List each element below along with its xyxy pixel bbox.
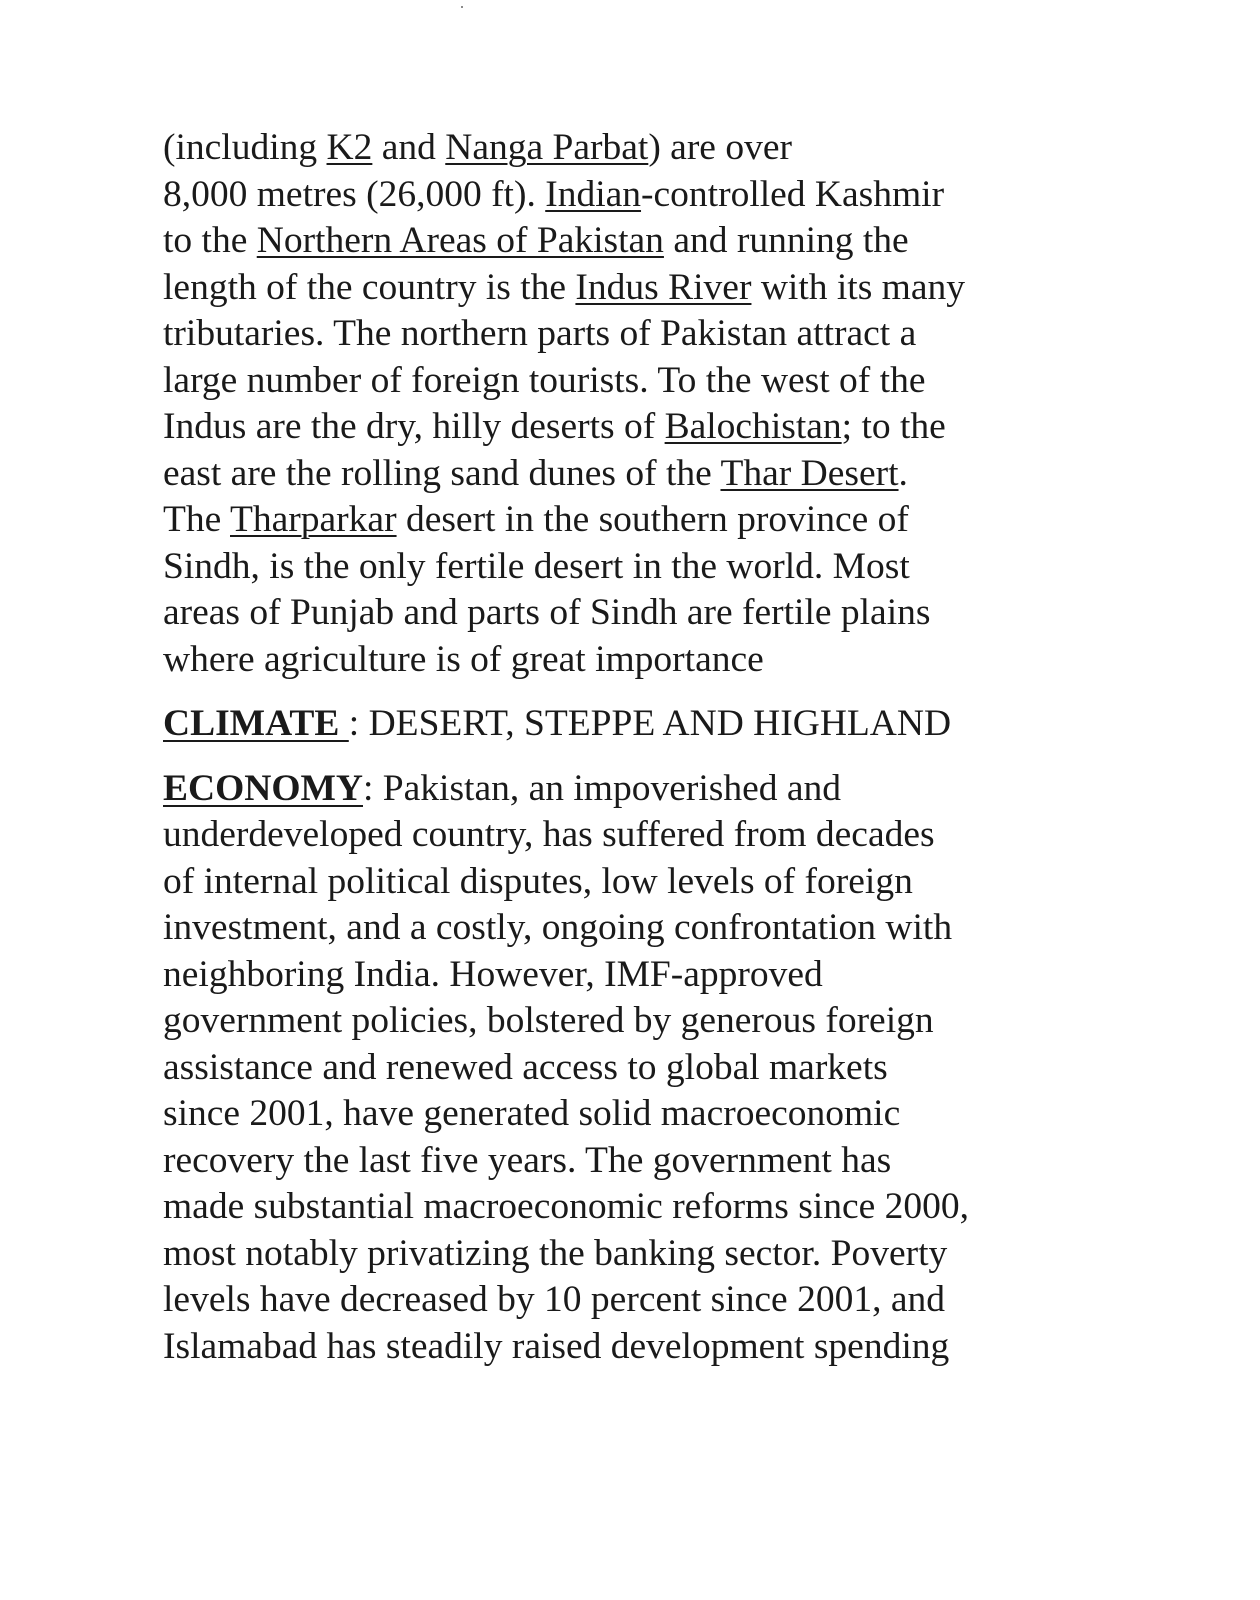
text-segment: and — [372, 127, 446, 168]
geography-line — [163, 265, 1063, 312]
text-segment: and running the — [663, 220, 909, 261]
linked-term: Balochistan — [664, 406, 842, 447]
linked-term: Northern Areas of Pakistan — [256, 220, 664, 261]
text-segment: large number of foreign tourists. To the west of the — [163, 359, 926, 401]
linked-term: Nanga Parbat — [445, 127, 649, 168]
text-segment: Indus are the dry, hilly deserts of — [163, 406, 665, 447]
economy-heading: ECONOMY — [163, 767, 363, 809]
climate-text: : DESERT, STEPPE AND HIGHLAND — [348, 703, 952, 744]
text-segment: to the — [163, 220, 257, 261]
text-segment: tributaries. The northern parts of Pakistan attract a — [163, 313, 917, 354]
text-segment: areas of Punjab and parts of Sindh are fertile plains — [163, 592, 931, 633]
linked-term: Tharparkar — [230, 499, 397, 540]
geography-line — [163, 451, 1063, 498]
economy-line: investment, and a costly, ongoing confrontation with — [163, 907, 953, 948]
geography-line — [163, 311, 1063, 358]
text-segment: with its many — [751, 266, 965, 308]
geography-line — [163, 637, 1063, 684]
text-segment: where agriculture is of great importance — [163, 638, 764, 680]
text-segment: Sindh, is the only fertile desert in the world. Most — [163, 545, 910, 587]
economy-line: government policies, bolstered by generous foreign — [163, 1000, 934, 1041]
linked-term: K2 — [326, 127, 373, 168]
geography-line — [163, 125, 1063, 172]
economy-line: assistance and renewed access to global markets — [163, 1046, 888, 1088]
economy-line: neighboring India. However, IMF-approved — [163, 953, 823, 995]
geography-line — [163, 172, 1063, 219]
climate-section — [163, 701, 1063, 748]
text-segment: . — [898, 452, 908, 494]
text-segment: ) are over — [648, 127, 792, 168]
economy-line: since 2001, have generated solid macroeconomic — [163, 1093, 901, 1134]
scan-speck — [461, 6, 463, 8]
geography-line — [163, 497, 1063, 544]
linked-term: Indian — [545, 173, 642, 215]
geography-line — [163, 590, 1063, 637]
text-segment: -controlled Kashmir — [641, 173, 945, 215]
text-segment: (including — [163, 127, 327, 168]
text-segment: 8,000 metres (26,000 ft). — [163, 173, 546, 215]
text-segment: The — [163, 499, 230, 540]
geography-paragraph — [163, 125, 1063, 683]
text-segment: length of the country is the — [163, 266, 576, 308]
economy-line: recovery the last five years. The government has — [163, 1139, 892, 1181]
text-segment: desert in the southern province of — [396, 499, 909, 540]
geography-line — [163, 404, 1063, 451]
document-body — [163, 125, 1063, 1370]
linked-term: Indus River — [575, 266, 752, 308]
economy-line: Islamabad has steadily raised development spending — [163, 1325, 950, 1367]
economy-section — [163, 766, 1063, 1371]
geography-line — [163, 544, 1063, 591]
economy-first-line: : Pakistan, an impoverished and — [363, 767, 842, 809]
linked-term: Thar Desert — [720, 452, 899, 494]
text-segment: east are the rolling sand dunes of the — [163, 452, 721, 494]
economy-line: of internal political disputes, low levels of foreign — [163, 860, 913, 902]
text-segment: ; to the — [841, 406, 946, 447]
economy-line: levels have decreased by 10 percent since 2001, and — [163, 1279, 945, 1320]
economy-line: made substantial macroeconomic reforms since 2000, — [163, 1186, 969, 1227]
economy-line: underdeveloped country, has suffered from decades — [163, 814, 935, 855]
climate-heading: CLIMATE — [163, 703, 349, 744]
economy-line: most notably privatizing the banking sector. Poverty — [163, 1232, 948, 1274]
geography-line — [163, 358, 1063, 405]
geography-line — [163, 218, 1063, 265]
